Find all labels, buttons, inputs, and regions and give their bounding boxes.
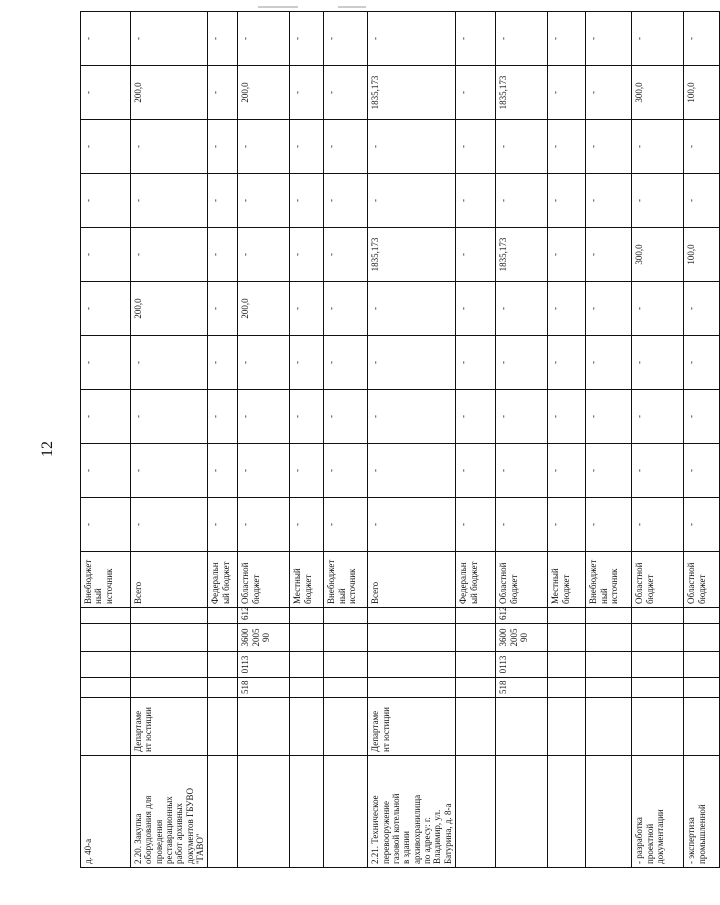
table-cell: - [81, 66, 131, 120]
table-cell: Областной бюджет [632, 552, 684, 608]
table-cell: 2.21. Техническое перевооружение газовой котельной в здании архивохранилища по адресу: г. Владимир, ул. Батурина, д. 8-а [368, 756, 456, 868]
table-cell [324, 624, 368, 652]
table-cell: - [368, 174, 456, 228]
table-cell: - [684, 174, 720, 228]
table-cell [586, 624, 632, 652]
table-cell: - [290, 282, 324, 336]
table-cell [548, 624, 586, 652]
table-cell [208, 608, 238, 624]
table-cell: - [368, 336, 456, 390]
table-cell: - [496, 12, 548, 66]
table-cell: Внебюджет ный источник [324, 552, 368, 608]
table-cell: 200,0 [131, 282, 208, 336]
table-cell: Внебюджет ный источник [586, 552, 632, 608]
table-cell [324, 652, 368, 678]
table-cell: - [496, 498, 548, 552]
table-cell: - [131, 12, 208, 66]
table-cell [548, 678, 586, 698]
table-row [684, 12, 720, 868]
table-cell: - [496, 282, 548, 336]
table-cell: - [684, 498, 720, 552]
table-cell: - [324, 336, 368, 390]
table-cell: 200,0 [131, 66, 208, 120]
table-cell: - [456, 120, 496, 174]
table-cell [368, 624, 456, 652]
table-cell [81, 698, 131, 756]
table-cell: - [586, 12, 632, 66]
table-cell: - [131, 498, 208, 552]
table-cell [208, 756, 238, 868]
table-cell [208, 652, 238, 678]
table-cell: - [632, 174, 684, 228]
table-cell: - [238, 120, 290, 174]
table-cell [324, 678, 368, 698]
table-cell: Областной бюджет [684, 552, 720, 608]
table-cell [684, 652, 720, 678]
table-row [131, 12, 208, 868]
table-row [548, 12, 586, 868]
table-cell: - [81, 336, 131, 390]
table-cell: - [81, 120, 131, 174]
table-row [238, 12, 290, 868]
table-cell: 518 [238, 678, 290, 698]
table-cell: - [548, 174, 586, 228]
table-cell [208, 624, 238, 652]
table-cell: 612 [496, 608, 548, 624]
table-cell [586, 678, 632, 698]
table-cell: 200,0 [238, 66, 290, 120]
table-cell: 612 [238, 608, 290, 624]
table-cell: - [632, 336, 684, 390]
table-cell [684, 624, 720, 652]
table-cell: - [238, 498, 290, 552]
table-cell: - [548, 336, 586, 390]
table-cell: - экспертиза промышленной [684, 756, 720, 868]
table-cell: - [238, 12, 290, 66]
table-cell: Всего [368, 552, 456, 608]
table-cell: - [238, 444, 290, 498]
table-cell: - [684, 120, 720, 174]
table-cell: - [290, 66, 324, 120]
table-cell: - [456, 444, 496, 498]
table-cell [238, 756, 290, 868]
table-cell: - [324, 174, 368, 228]
table-cell: - [548, 390, 586, 444]
table-cell: Федеральн ый бюджет [208, 552, 238, 608]
table-cell [456, 698, 496, 756]
table-cell: - [131, 444, 208, 498]
table-cell: - [324, 228, 368, 282]
table-cell: - [586, 336, 632, 390]
table-cell: - [290, 12, 324, 66]
table-cell [290, 624, 324, 652]
table-cell: - [131, 120, 208, 174]
table-cell: - [456, 282, 496, 336]
table-cell: - [632, 498, 684, 552]
table-cell: - [684, 282, 720, 336]
table-cell: - [81, 444, 131, 498]
table-cell: - [324, 66, 368, 120]
scan-noise-mark [338, 6, 366, 8]
table-cell [548, 652, 586, 678]
table-cell: - [548, 12, 586, 66]
table-cell: 1835,173 [496, 66, 548, 120]
table-cell: - [208, 498, 238, 552]
table-cell [684, 698, 720, 756]
table-cell: д. 40-а [81, 756, 131, 868]
table-cell: - [684, 390, 720, 444]
table-cell [548, 756, 586, 868]
table-cell [81, 608, 131, 624]
table-cell: - [586, 174, 632, 228]
table-row [496, 12, 548, 868]
table-cell [632, 698, 684, 756]
table-cell [81, 678, 131, 698]
table-cell: - [496, 120, 548, 174]
table-cell [131, 678, 208, 698]
table-cell [324, 698, 368, 756]
table-cell: - [684, 12, 720, 66]
table-cell [684, 608, 720, 624]
table-cell: - [131, 336, 208, 390]
table-cell: - [548, 120, 586, 174]
table-cell: - [324, 390, 368, 444]
table-cell: Областной бюджет [496, 552, 548, 608]
table-cell: - [684, 336, 720, 390]
table-cell [632, 652, 684, 678]
table-cell: 0113 [238, 652, 290, 678]
table-cell: - [324, 498, 368, 552]
table-cell [131, 652, 208, 678]
table-cell: - [131, 390, 208, 444]
table-cell: - [456, 66, 496, 120]
table-cell [81, 624, 131, 652]
table-cell [586, 652, 632, 678]
table-row [632, 12, 684, 868]
table-cell: - [208, 120, 238, 174]
table-cell [548, 608, 586, 624]
table-row [290, 12, 324, 868]
table-cell: - [290, 174, 324, 228]
table-cell [632, 624, 684, 652]
scan-noise-mark [258, 6, 298, 8]
table-cell: - [324, 120, 368, 174]
table-cell: - [324, 12, 368, 66]
table-cell [586, 608, 632, 624]
rotated-table-container [80, 37, 707, 868]
table-cell: - [238, 174, 290, 228]
table-row [586, 12, 632, 868]
table-cell [131, 608, 208, 624]
table-cell: - разработка проектной документации [632, 756, 684, 868]
table-cell: 100,0 [684, 228, 720, 282]
table-cell: - [548, 66, 586, 120]
table-cell: - [586, 120, 632, 174]
table-cell: - [208, 444, 238, 498]
table-cell: 3600 2005 90 [238, 624, 290, 652]
table-cell [208, 678, 238, 698]
table-cell: - [81, 174, 131, 228]
table-cell: - [586, 228, 632, 282]
table-cell: - [632, 444, 684, 498]
table-cell [238, 698, 290, 756]
table-cell: 1835,173 [368, 66, 456, 120]
table-cell: - [290, 336, 324, 390]
table-cell: - [208, 390, 238, 444]
table-cell: Внебюджет ный источник [81, 552, 131, 608]
table-cell: Местный бюджет [290, 552, 324, 608]
table-cell: - [496, 336, 548, 390]
table-cell [456, 624, 496, 652]
table-cell: 1835,173 [496, 228, 548, 282]
table-cell: - [632, 12, 684, 66]
table-cell: - [368, 120, 456, 174]
table-cell: - [368, 12, 456, 66]
table-cell: 300,0 [632, 228, 684, 282]
table-cell [632, 608, 684, 624]
table-cell: - [81, 12, 131, 66]
table-row [324, 12, 368, 868]
table-cell: - [548, 282, 586, 336]
table-cell: - [496, 390, 548, 444]
table-cell [632, 678, 684, 698]
table-cell: - [632, 120, 684, 174]
table-cell: - [368, 282, 456, 336]
table-cell [368, 652, 456, 678]
table-cell: - [632, 282, 684, 336]
table-cell: - [368, 390, 456, 444]
table-cell: Департаме нт юстиции [368, 698, 456, 756]
table-cell: - [208, 66, 238, 120]
table-cell [324, 608, 368, 624]
table-cell: 518 [496, 678, 548, 698]
table-cell: - [290, 390, 324, 444]
table-cell: 1835,173 [368, 228, 456, 282]
table-cell: - [456, 498, 496, 552]
table-row [456, 12, 496, 868]
table-cell: Областной бюджет [238, 552, 290, 608]
table-cell [368, 678, 456, 698]
table-cell [208, 698, 238, 756]
table-cell: - [684, 444, 720, 498]
table-cell [496, 698, 548, 756]
table-cell [290, 698, 324, 756]
table-cell: - [238, 336, 290, 390]
table-cell: 3600 2005 90 [496, 624, 548, 652]
table-cell: Департаме нт юстиции [131, 698, 208, 756]
table-cell: - [548, 498, 586, 552]
table-cell: - [238, 390, 290, 444]
table-cell [684, 678, 720, 698]
table-cell: - [632, 390, 684, 444]
table-cell [290, 652, 324, 678]
table-cell [456, 652, 496, 678]
table-cell: - [81, 228, 131, 282]
table-cell: - [208, 12, 238, 66]
table-cell: - [548, 228, 586, 282]
table-row [368, 12, 456, 868]
table-cell: - [208, 228, 238, 282]
table-cell: Местный бюджет [548, 552, 586, 608]
table-cell: - [81, 390, 131, 444]
table-cell: - [131, 174, 208, 228]
table-cell [586, 756, 632, 868]
table-row [208, 12, 238, 868]
table-cell: - [81, 498, 131, 552]
table-cell: - [208, 282, 238, 336]
table-cell: Федеральн ый бюджет [456, 552, 496, 608]
page-number: 12 [39, 441, 56, 457]
table-cell: - [586, 390, 632, 444]
table-cell [456, 608, 496, 624]
table-cell: - [456, 174, 496, 228]
table-cell [290, 678, 324, 698]
table-cell: - [208, 336, 238, 390]
table-cell: - [81, 282, 131, 336]
table-cell: - [586, 444, 632, 498]
table-cell: - [290, 120, 324, 174]
table-cell: - [456, 336, 496, 390]
table-cell: - [496, 174, 548, 228]
table-cell [290, 608, 324, 624]
table-cell: - [586, 498, 632, 552]
table-cell: - [456, 390, 496, 444]
table-cell: - [131, 228, 208, 282]
table-cell: 2.20. Закупка оборудования для проведения реставрационных работ архивных документов ГБУВО "ГАВО" [131, 756, 208, 868]
table-cell: - [324, 444, 368, 498]
table-cell: - [368, 498, 456, 552]
table-cell [456, 678, 496, 698]
table-cell [324, 756, 368, 868]
table-cell [586, 698, 632, 756]
table-body [81, 12, 720, 868]
table-cell [131, 624, 208, 652]
table-row [81, 12, 131, 868]
table-cell: - [290, 444, 324, 498]
table-cell: - [586, 66, 632, 120]
table-cell [290, 756, 324, 868]
table-cell: 300,0 [632, 66, 684, 120]
table-cell [496, 756, 548, 868]
table-cell: - [238, 228, 290, 282]
table-cell: - [324, 282, 368, 336]
table-cell: 200,0 [238, 282, 290, 336]
table-cell [548, 698, 586, 756]
table-cell [368, 608, 456, 624]
table-cell: 100,0 [684, 66, 720, 120]
budget-table [80, 11, 720, 868]
table-cell: 0113 [496, 652, 548, 678]
table-cell: Всего [131, 552, 208, 608]
table-cell: - [290, 228, 324, 282]
table-cell: - [496, 444, 548, 498]
table-cell: - [548, 444, 586, 498]
table-cell [456, 756, 496, 868]
table-cell: - [290, 498, 324, 552]
table-cell: - [456, 12, 496, 66]
table-cell: - [208, 174, 238, 228]
table-cell: - [586, 282, 632, 336]
table-cell: - [456, 228, 496, 282]
table-cell: - [368, 444, 456, 498]
table-cell [81, 652, 131, 678]
